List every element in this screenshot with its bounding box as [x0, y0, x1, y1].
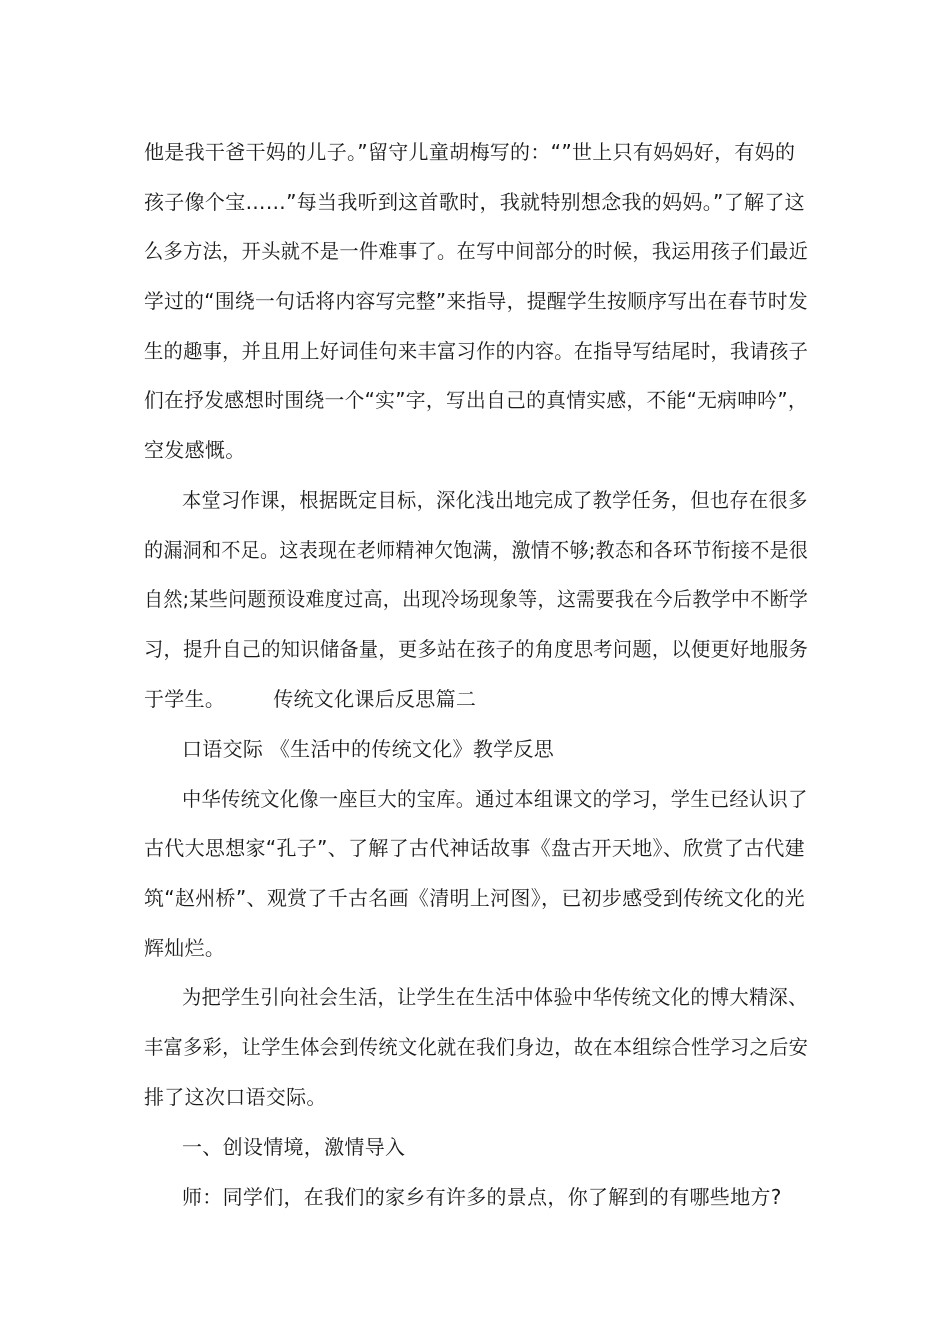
section-heading: 传统文化课后反思篇二 — [273, 687, 477, 711]
paragraph-5-line-2: 丰富多彩，让学生体会到传统文化就在我们身边，故在本组综合性学习之后安 — [144, 1035, 809, 1059]
paragraph-2-line-5-text: 于学生。 — [144, 687, 226, 711]
paragraph-2-line-5 — [144, 686, 476, 712]
paragraph-2-line-4: 习，提升自己的知识储备量，更多站在孩子的角度思考问题，以便更好地服务 — [144, 637, 809, 661]
section-one-heading: 一、创设情境，激情导入 — [182, 1135, 406, 1159]
paragraph-1-line-3: 么多方法，开头就不是一件难事了。在写中间部分的时候，我运用孩子们最近 — [144, 239, 809, 263]
paragraph-1-line-7: 空发感慨。 — [144, 438, 246, 462]
paragraph-4-line-3: 筑“赵州桥”、观赏了千古名画《清明上河图》，已初步感受到传统文化的光 — [144, 886, 805, 910]
paragraph-5-line-3: 排了这次口语交际。 — [144, 1085, 327, 1109]
paragraph-4-line-1: 中华传统文化像一座巨大的宝库。通过本组课文的学习，学生已经认识了 — [182, 787, 808, 811]
paragraph-4-line-4: 辉灿烂。 — [144, 936, 226, 960]
paragraph-1-line-5: 生的趣事，并且用上好词佳句来丰富习作的内容。在指导写结尾时，我请孩子 — [144, 339, 809, 363]
paragraph-1-line-2: 孩子像个宝……”每当我听到这首歌时，我就特别想念我的妈妈。”了解了这 — [144, 190, 805, 214]
teacher-question: 师：同学们，在我们的家乡有许多的景点，你了解到的有哪些地方? — [182, 1185, 782, 1209]
article-subtitle: 口语交际 《生活中的传统文化》教学反思 — [182, 737, 555, 761]
paragraph-2-line-1: 本堂习作课，根据既定目标，深化浅出地完成了教学任务，但也存在很多 — [182, 488, 808, 512]
paragraph-1-line-4: 学过的“围绕一句话将内容写完整”来指导，提醒学生按顺序写出在春节时发 — [144, 289, 808, 313]
paragraph-1-line-6: 们在抒发感想时围绕一个“实”字，写出自己的真情实感，不能“无病呻吟”， — [144, 388, 808, 412]
paragraph-5-line-1: 为把学生引向社会生活，让学生在生活中体验中华传统文化的博大精深、 — [182, 985, 808, 1009]
paragraph-2-line-2: 的漏洞和不足。这表现在老师精神欠饱满，激情不够;教态和各环节衔接不是很 — [144, 538, 809, 562]
paragraph-2-line-3: 自然;某些问题预设难度过高，出现冷场现象等，这需要我在今后教学中不断学 — [144, 587, 809, 611]
paragraph-1-line-1: 他是我干爸干妈的儿子。”留守儿童胡梅写的：“”世上只有妈妈好，有妈的 — [144, 140, 796, 164]
paragraph-4-line-2: 古代大思想家“孔子”、了解了古代神话故事《盘古开天地》、欣赏了古代建 — [144, 836, 805, 860]
